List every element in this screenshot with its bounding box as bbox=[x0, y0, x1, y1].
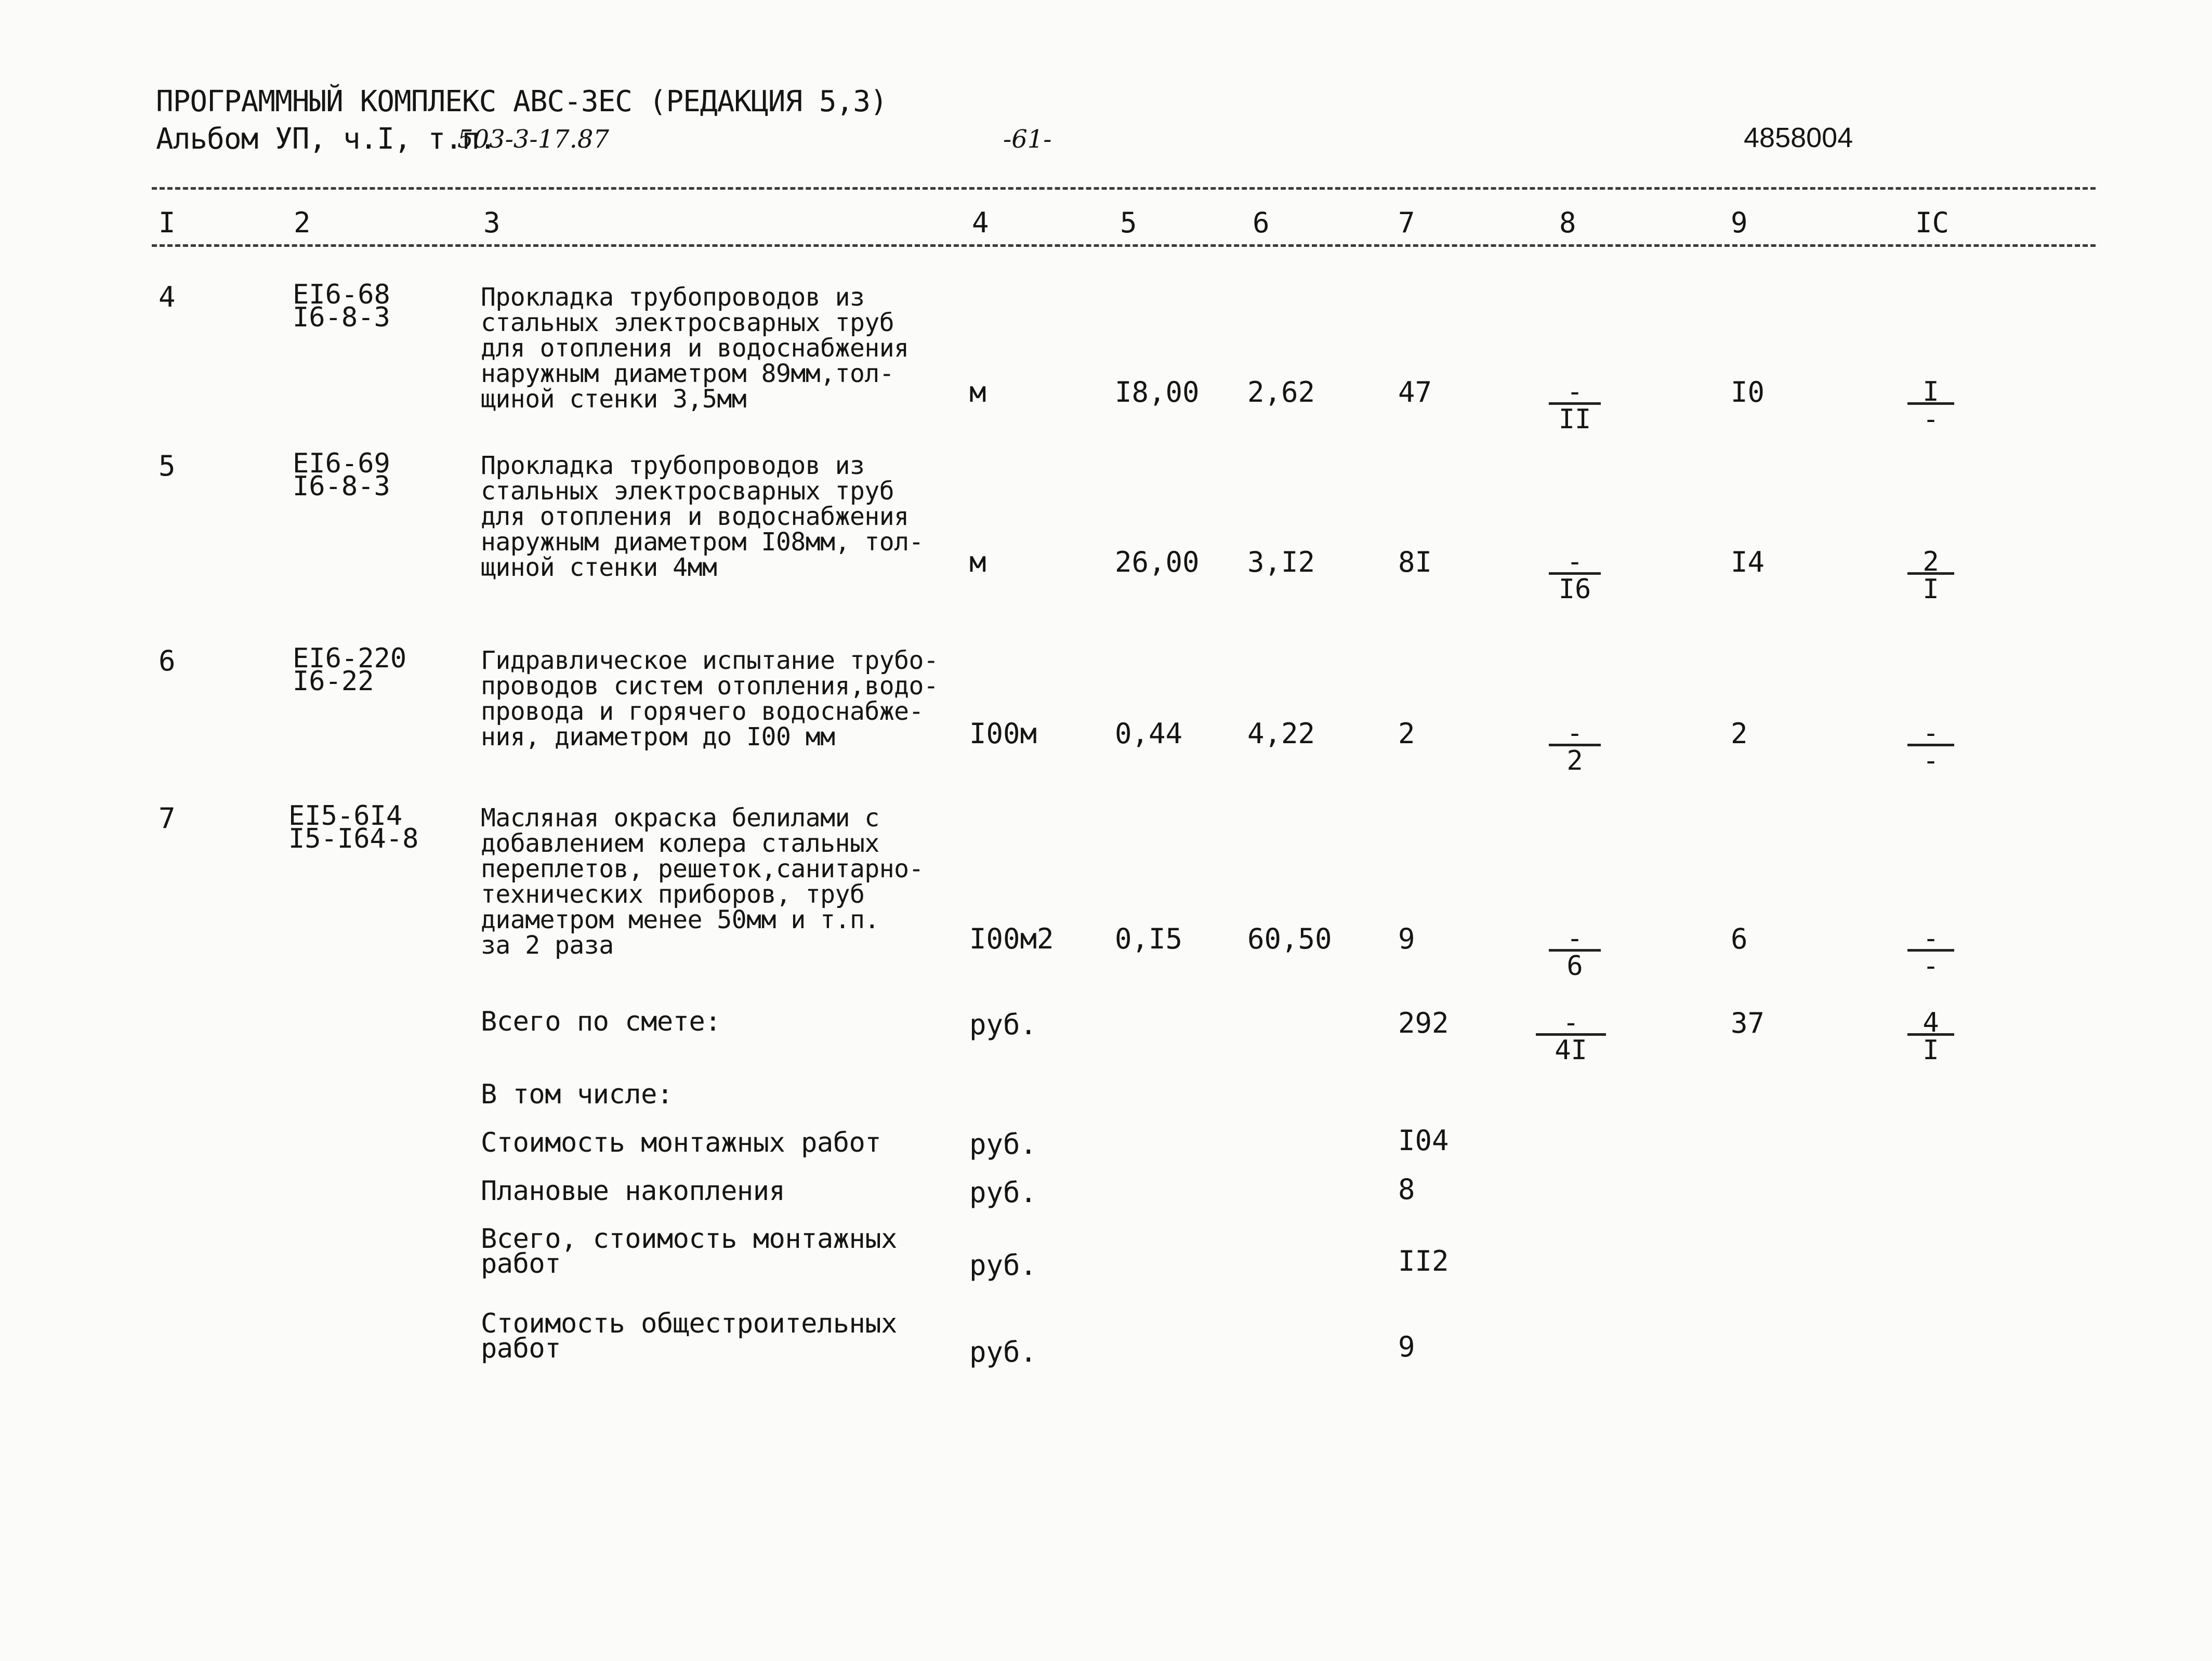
price-code-ref: I6-8-3 bbox=[293, 471, 390, 502]
work-description-line: диаметром менее 50мм и т.п. bbox=[481, 905, 879, 934]
fraction-denominator: - bbox=[1923, 404, 1939, 435]
unit: руб. bbox=[969, 1128, 1037, 1161]
work-description-line: ния, диаметром до I00 мм bbox=[481, 722, 835, 752]
unit: м bbox=[969, 546, 986, 578]
row-number: 4 bbox=[159, 281, 176, 313]
column-8-fraction bbox=[1549, 720, 1601, 774]
unit-price: 4,22 bbox=[1247, 717, 1315, 750]
price-code-ref: I5-I64-8 bbox=[288, 823, 419, 854]
summary-label: работ bbox=[481, 1333, 561, 1364]
column-header-2: 2 bbox=[294, 206, 311, 239]
work-description-line: добавлением колера стальных bbox=[481, 829, 879, 858]
album-label: Альбом УП, ч.I, т.п. bbox=[156, 122, 496, 156]
work-description-line: проводов систем отопления,водо- bbox=[481, 671, 939, 701]
summary-label: Всего, стоимость монтажных bbox=[481, 1223, 897, 1255]
summary-value: 8 bbox=[1398, 1173, 1415, 1206]
fraction-denominator: I6 bbox=[1558, 574, 1591, 605]
work-description-line: для отопления и водоснабжения bbox=[481, 502, 909, 531]
fraction-numerator: - bbox=[1566, 718, 1583, 749]
column-header-8: 8 bbox=[1559, 206, 1576, 239]
column-9-value: 6 bbox=[1731, 922, 1748, 955]
work-description-line: стальных электросварных труб bbox=[481, 477, 894, 506]
unit: м bbox=[969, 376, 986, 408]
row-number: 7 bbox=[159, 802, 176, 835]
document-number: 4858004 bbox=[1744, 122, 1853, 153]
column-header-7: 7 bbox=[1398, 206, 1415, 239]
unit: I00м2 bbox=[969, 922, 1054, 955]
fraction-numerator: I bbox=[1923, 376, 1939, 407]
total-cost: 2 bbox=[1398, 717, 1415, 750]
summary-label: Стоимость общестроительных bbox=[481, 1308, 897, 1339]
column-9-value: 2 bbox=[1731, 717, 1748, 750]
price-code: EI6-220 bbox=[293, 643, 407, 674]
work-description-line: Гидравлическое испытание трубо- bbox=[481, 646, 939, 675]
unit: руб. bbox=[969, 1336, 1037, 1368]
fraction-numerator: - bbox=[1566, 376, 1583, 407]
fraction-denominator: - bbox=[1923, 745, 1939, 776]
total-cost: 9 bbox=[1398, 922, 1415, 955]
estimate-total-label: Всего по смете: bbox=[481, 1006, 721, 1037]
work-description-line: щиной стенки 4мм bbox=[481, 553, 717, 582]
work-description-line: Прокладка трубопроводов из bbox=[481, 283, 865, 312]
summary-label: Плановые накопления bbox=[481, 1176, 785, 1207]
quantity: 0,44 bbox=[1115, 717, 1183, 750]
quantity: 0,I5 bbox=[1115, 922, 1183, 955]
fraction-denominator: 4I bbox=[1555, 1035, 1587, 1066]
column-header-1: I bbox=[159, 206, 176, 239]
total-cost: 47 bbox=[1398, 376, 1432, 408]
fraction-numerator: 4 bbox=[1923, 1007, 1939, 1038]
fraction-numerator: - bbox=[1562, 1007, 1579, 1038]
row-number: 5 bbox=[159, 450, 176, 482]
unit: руб. bbox=[969, 1008, 1037, 1041]
work-description-line: наружным диаметром 89мм,тол- bbox=[481, 359, 894, 388]
fraction-numerator: - bbox=[1923, 718, 1939, 749]
including-label: В том числе: bbox=[481, 1079, 673, 1110]
fraction-numerator: - bbox=[1923, 923, 1939, 954]
work-description-line: стальных электросварных труб bbox=[481, 308, 894, 337]
fraction-denominator: 2 bbox=[1566, 745, 1583, 776]
column-10-fraction bbox=[1907, 548, 1954, 603]
summary-label: Стоимость монтажных работ bbox=[481, 1127, 881, 1158]
column-10-fraction bbox=[1907, 720, 1954, 774]
total-cost: 8I bbox=[1398, 546, 1432, 578]
column-header-9: 9 bbox=[1731, 206, 1748, 239]
work-description-line: за 2 раза bbox=[481, 931, 614, 960]
price-code-ref: I6-22 bbox=[293, 666, 374, 697]
column-header-3: 3 bbox=[483, 206, 501, 239]
unit: руб. bbox=[969, 1249, 1037, 1282]
unit-price: 3,I2 bbox=[1247, 546, 1315, 578]
fraction-denominator: I bbox=[1923, 574, 1939, 605]
work-description-line: провода и горячего водоснабже- bbox=[481, 697, 924, 726]
quantity: 26,00 bbox=[1115, 546, 1200, 578]
header-rule-top bbox=[152, 187, 2096, 190]
work-description-line: наружным диаметром I08мм, тол- bbox=[481, 528, 924, 557]
fraction-denominator: 6 bbox=[1566, 951, 1583, 982]
summary-value: II2 bbox=[1398, 1245, 1449, 1277]
work-description-line: технических приборов, труб bbox=[481, 880, 865, 909]
column-header-6: 6 bbox=[1253, 206, 1270, 239]
column-10-fraction bbox=[1907, 925, 1954, 980]
quantity: I8,00 bbox=[1115, 376, 1200, 408]
total-cost: 292 bbox=[1398, 1007, 1449, 1039]
row-number: 6 bbox=[159, 644, 176, 677]
tp-number: 503-3-17.87 bbox=[457, 125, 610, 154]
header-rule-bottom bbox=[152, 244, 2096, 247]
work-description-line: Масляная окраска белилами с bbox=[481, 803, 879, 833]
column-10-fraction bbox=[1907, 1009, 1954, 1064]
column-header-10: IC bbox=[1915, 206, 1950, 239]
column-8-fraction bbox=[1549, 548, 1601, 603]
unit: I00м bbox=[969, 717, 1037, 750]
column-9-value: I0 bbox=[1731, 376, 1765, 408]
fraction-numerator: - bbox=[1566, 546, 1583, 577]
summary-value: 9 bbox=[1398, 1330, 1415, 1363]
summary-label: работ bbox=[481, 1248, 561, 1280]
fraction-denominator: II bbox=[1558, 404, 1591, 435]
work-description-line: Прокладка трубопроводов из bbox=[481, 451, 865, 480]
work-description-line: переплетов, решеток,санитарно- bbox=[481, 854, 924, 884]
work-description-line: для отопления и водоснабжения bbox=[481, 334, 909, 363]
price-code-ref: I6-8-3 bbox=[293, 302, 390, 333]
column-8-fraction bbox=[1549, 925, 1601, 980]
column-10-fraction bbox=[1907, 378, 1954, 433]
unit-price: 2,62 bbox=[1247, 376, 1315, 408]
page-number: -61- bbox=[1003, 125, 1052, 154]
fraction-denominator: - bbox=[1923, 951, 1939, 982]
work-description-line: щиной стенки 3,5мм bbox=[481, 385, 747, 414]
program-title: ПРОГРАММНЫЙ КОМПЛЕКС АВС-ЗЕС (РЕДАКЦИЯ 5,3) bbox=[156, 85, 887, 118]
summary-value: I04 bbox=[1398, 1124, 1449, 1157]
column-9-value: I4 bbox=[1731, 546, 1765, 578]
unit-price: 60,50 bbox=[1247, 922, 1332, 955]
column-8-fraction bbox=[1549, 378, 1601, 433]
fraction-numerator: - bbox=[1566, 923, 1583, 954]
column-8-fraction bbox=[1536, 1009, 1606, 1064]
unit: руб. bbox=[969, 1176, 1037, 1209]
column-9-value: 37 bbox=[1731, 1007, 1765, 1039]
price-code: EI6-68 bbox=[293, 279, 390, 310]
price-code: EI6-69 bbox=[293, 448, 390, 479]
fraction-denominator: I bbox=[1923, 1035, 1939, 1066]
column-header-5: 5 bbox=[1120, 206, 1137, 239]
column-header-4: 4 bbox=[972, 206, 989, 239]
price-code: EI5-6I4 bbox=[288, 800, 403, 832]
fraction-numerator: 2 bbox=[1923, 546, 1939, 577]
